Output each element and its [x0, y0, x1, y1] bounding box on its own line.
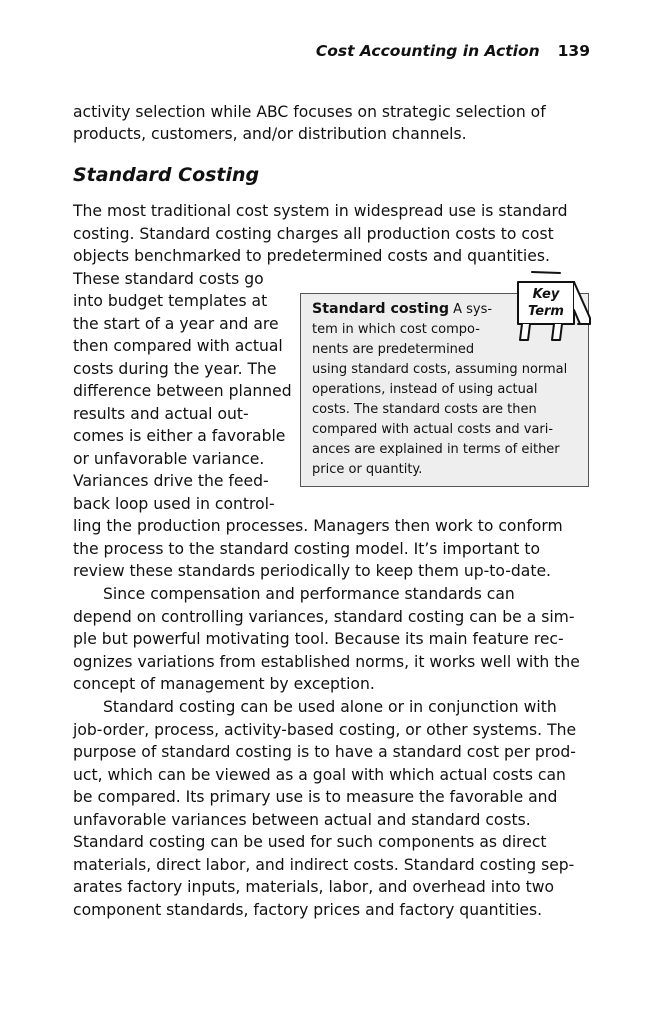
- text-line: purpose of standard costing is to have a standard cost per prod-: [73, 743, 576, 761]
- text-line: unfavorable variances between actual and standard costs.: [73, 811, 531, 829]
- text-line: These standard costs go: [73, 270, 264, 288]
- text-line: job-order, process, activity-based costing, or other systems. The: [73, 721, 577, 739]
- text-line: the start of a year and are: [73, 315, 279, 333]
- text-line: products, customers, and/or distribution channels.: [73, 125, 467, 143]
- text-line: back loop used in control-: [73, 495, 275, 513]
- key-term-def-line: compared with actual costs and vari-: [312, 422, 554, 437]
- running-head: [316, 42, 590, 60]
- key-term-first-line: [312, 299, 492, 320]
- text-line: activity selection while ABC focuses on strategic selection of: [73, 103, 546, 121]
- key-term-def-line: nents are predetermined: [312, 342, 475, 357]
- text-line: The most traditional cost system in widespread use is standard: [73, 202, 568, 220]
- key-term-word: Standard costing: [312, 301, 449, 317]
- key-term-def-line: tem in which cost compo-: [312, 322, 480, 337]
- text-line: the process to the standard costing model. It’s important to: [73, 540, 541, 558]
- text-line: Since compensation and performance standards can: [103, 585, 515, 603]
- text-line: Standard costing can be used for such components as direct: [73, 833, 547, 851]
- key-term-def-start: A sys-: [449, 302, 493, 317]
- text-line: then compared with actual: [73, 337, 283, 355]
- key-term-def-line: ances are explained in terms of either: [312, 442, 560, 457]
- text-line: Standard costing can be used alone or in conjunction with: [103, 698, 557, 716]
- section-title: Standard Costing: [73, 164, 260, 186]
- text-line: arates factory inputs, materials, labor, and overhead into two: [73, 878, 555, 896]
- text-line: uct, which can be viewed as a goal with which actual costs can: [73, 766, 566, 784]
- text-line: be compared. Its primary use is to measure the favorable and: [73, 788, 558, 806]
- text-line: results and actual out-: [73, 405, 249, 423]
- text-line: ling the production processes. Managers then work to conform: [73, 517, 563, 535]
- text-line: component standards, factory prices and factory quantities.: [73, 901, 543, 919]
- text-line: ognizes variations from established norms, it works well with the: [73, 653, 580, 671]
- page-number: 139: [557, 42, 590, 60]
- key-term-def-line: using standard costs, assuming normal: [312, 362, 568, 377]
- key-term-def-line: operations, instead of using actual: [312, 382, 538, 397]
- text-line: comes is either a favorable: [73, 427, 286, 445]
- text-line: Variances drive the feed-: [73, 472, 269, 490]
- key-icon-label-1: Key: [532, 287, 560, 302]
- text-line: review these standards periodically to keep them up-to-date.: [73, 562, 551, 580]
- key-term-easel-icon: [508, 270, 594, 344]
- text-line: or unfavorable variance.: [73, 450, 265, 468]
- text-line: concept of management by exception.: [73, 675, 375, 693]
- key-term-def-line: costs. The standard costs are then: [312, 402, 537, 417]
- text-line: difference between planned: [73, 382, 292, 400]
- running-title: Cost Accounting in Action: [315, 42, 540, 60]
- text-line: objects benchmarked to predetermined costs and quantities.: [73, 247, 550, 265]
- text-line: into budget templates at: [73, 292, 268, 310]
- text-line: materials, direct labor, and indirect costs. Standard costing sep-: [73, 856, 575, 874]
- key-term-def-line: price or quantity.: [312, 462, 423, 477]
- text-line: ple but powerful motivating tool. Because its main feature rec-: [73, 630, 564, 648]
- key-icon-label-2: Term: [528, 304, 564, 319]
- text-line: costs during the year. The: [73, 360, 277, 378]
- text-line: depend on controlling variances, standard costing can be a sim-: [73, 608, 575, 626]
- text-line: costing. Standard costing charges all production costs to cost: [73, 225, 554, 243]
